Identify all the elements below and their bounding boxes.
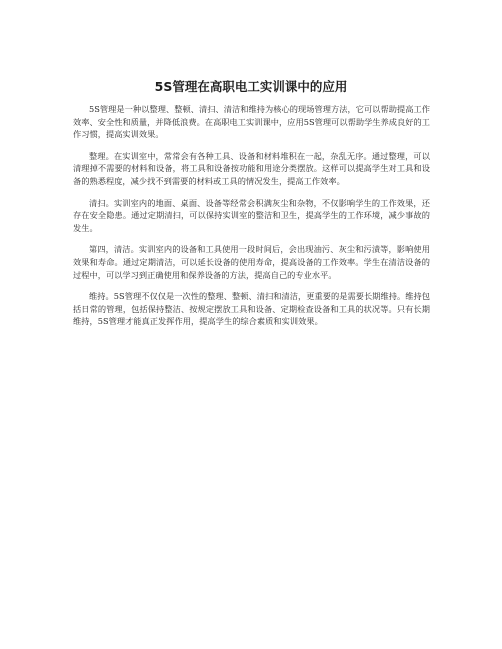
document-body <box>73 103 430 337</box>
paragraph-sweep: 清扫。实训室内的地面、桌面、设备等经常会积满灰尘和杂物，不仅影响学生的工作效果，还存在安全隐患。通过定期清扫，可以保持实训室的整洁和卫生，提高学生的工作环境，减少事故的发生。 <box>73 197 430 233</box>
document-title: 5S管理在高职电工实训课中的应用 <box>154 79 348 94</box>
paragraph-clean: 第四，清洁。实训室内的设备和工具使用一段时间后，会出现油污、灰尘和污渍等，影响使用效果和寿命。通过定期清洁，可以延长设备的使用寿命，提高设备的工作效率。学生在清洁设备的过程中，可以学习到正确使用和保养设备的方法，提高自己的专业水平。 <box>73 244 430 280</box>
paragraph-sort: 整理。在实训室中，常常会有各种工具、设备和材料堆积在一起，杂乱无序。通过整理，可以清理掉不需要的材料和设备，将工具和设备按功能和用途分类摆放。这样可以提高学生对工具和设备的熟悉程度，减少找不到需要的材料或工具的情况发生，提高工作效率。 <box>73 150 430 186</box>
paragraph-intro: 5S管理是一种以整理、整顿、清扫、清洁和维持为核心的现场管理方法，它可以帮助提高工作效率、安全性和质量，并降低浪费。在高职电工实训课中，应用5S管理可以帮助学生养成良好的工作习惯，提高实训效果。 <box>73 104 430 140</box>
paragraph-sustain: 维持。5S管理不仅仅是一次性的整理、整顿、清扫和清洁，更重要的是需要长期维持。维持包括日常的管理，包括保持整洁、按规定摆放工具和设备、定期检查设备和工具的状况等。只有长期维持，5S管理才能真正发挥作用，提高学生的综合素质和实训效果。 <box>73 291 430 327</box>
